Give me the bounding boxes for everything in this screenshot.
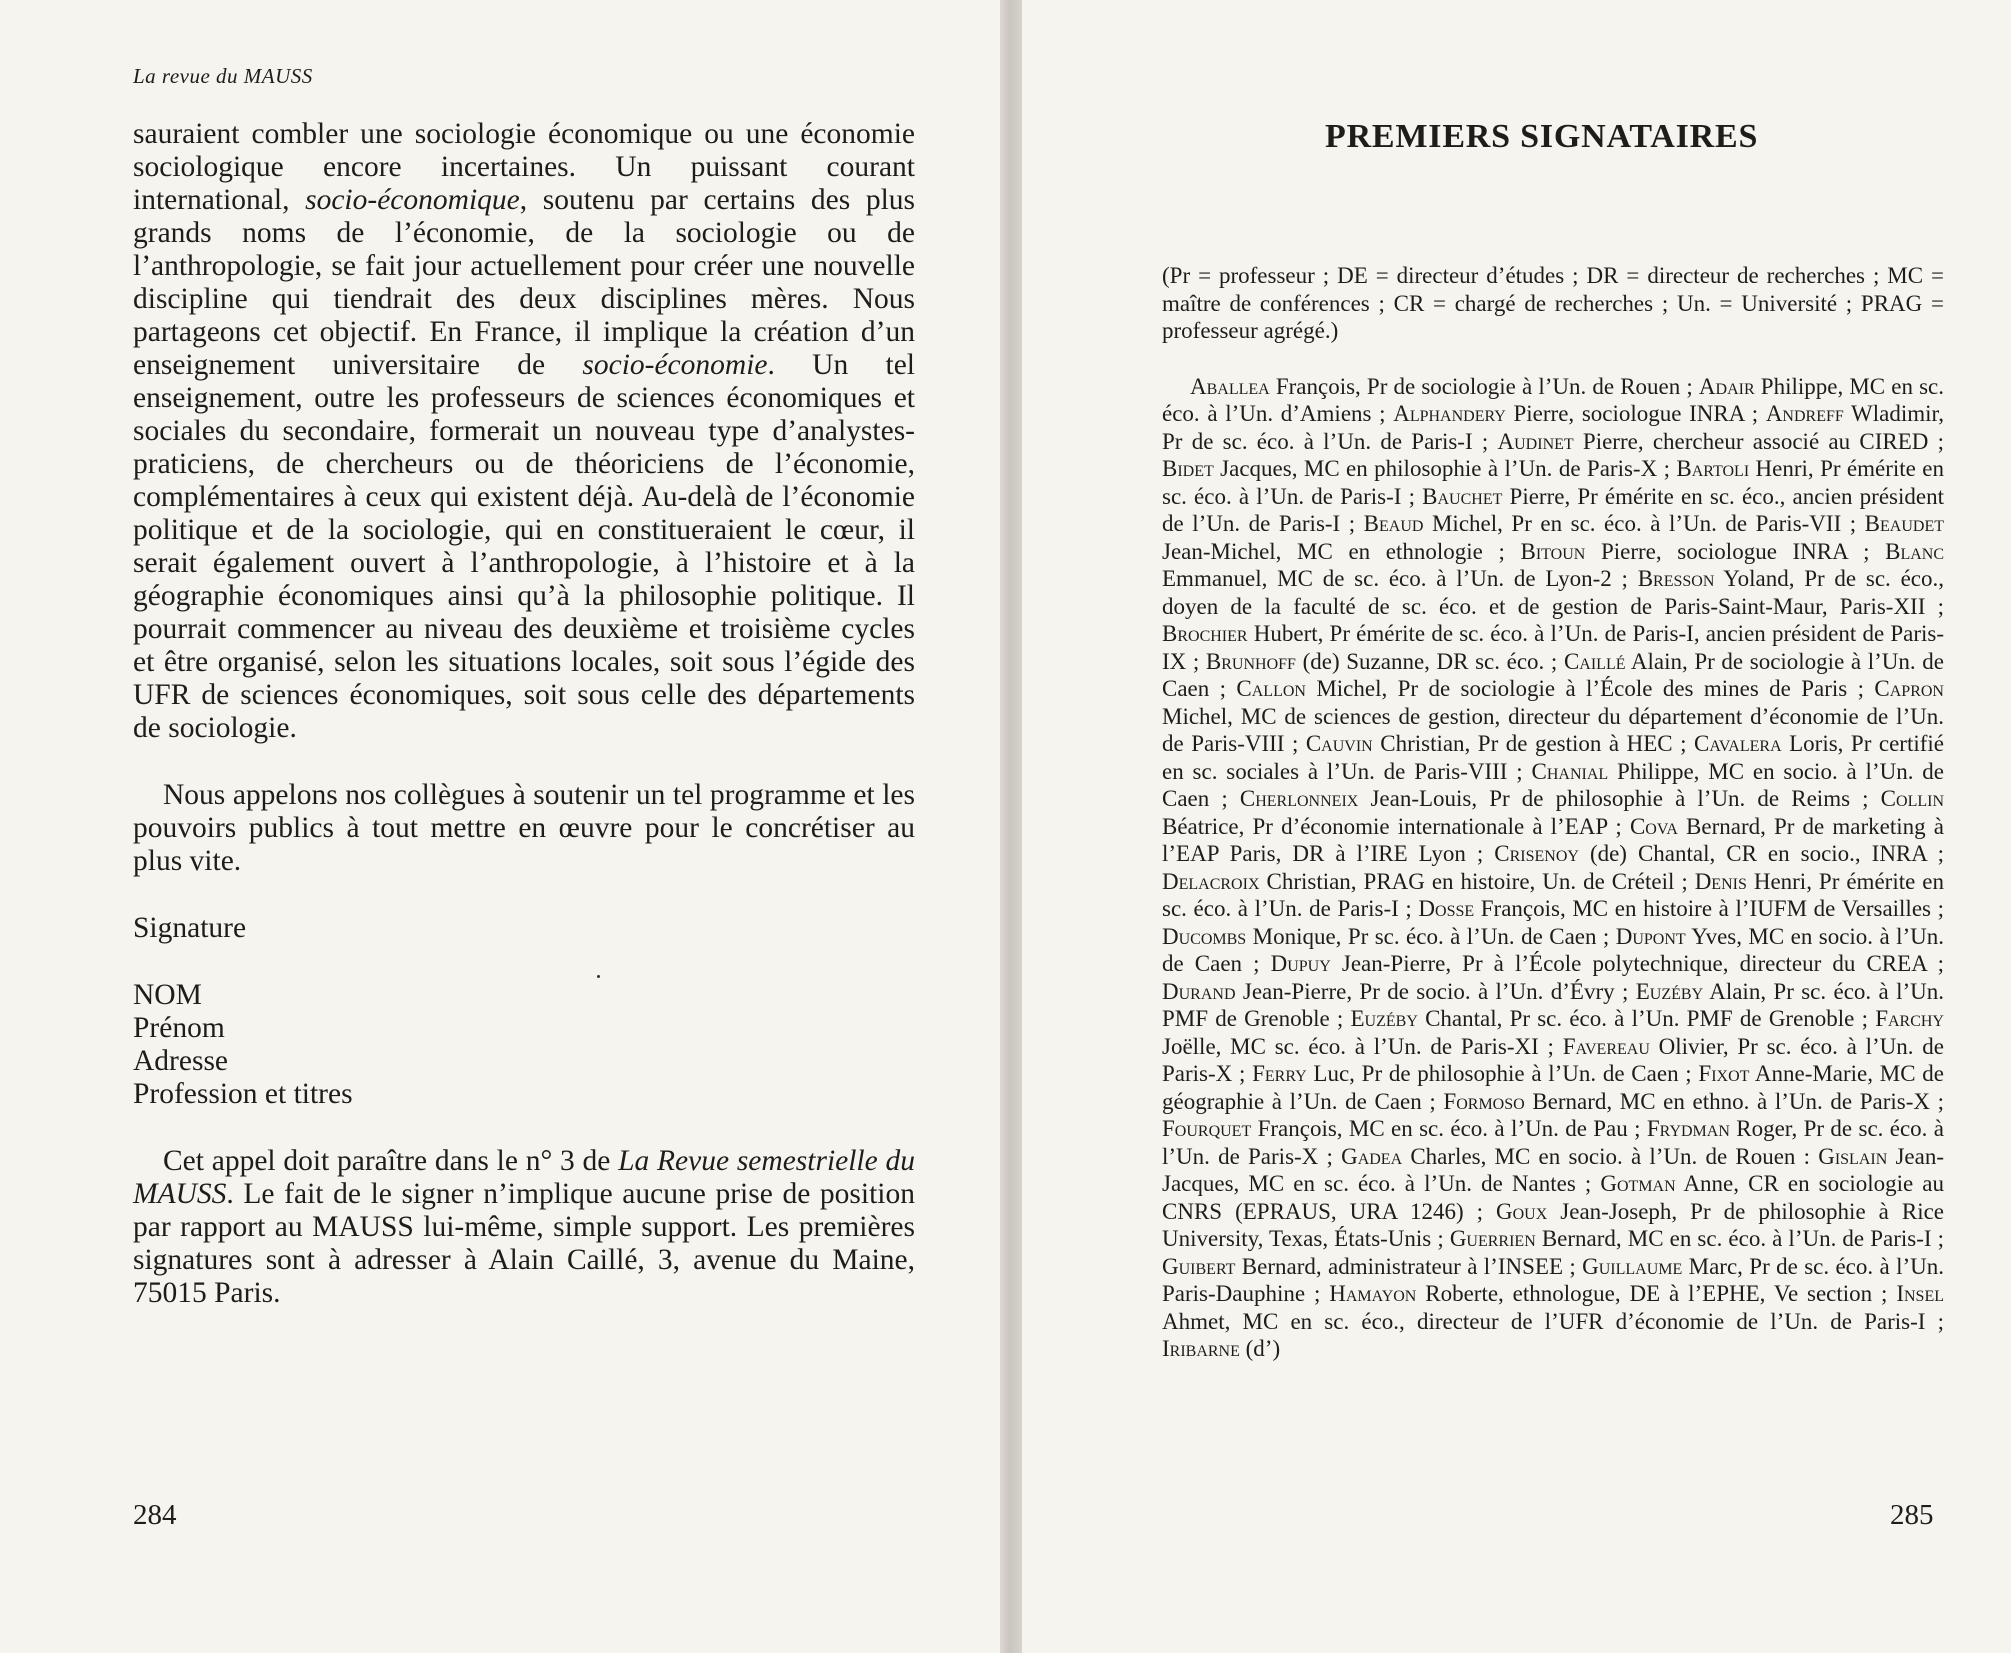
signer-details: Jean-Louis, Pr de philosophie à l’Un. de Reims ; (1358, 786, 1881, 811)
signer-details: Bernard, Pr de marketing à l’EAP Paris, DR à l’IRE Lyon ; (1162, 813, 1944, 866)
text-run: . Le fait de le signer n’implique aucune prise de position par rapport au MAUSS lui-même, simple support. Les premières signatures sont à adresser à Alain Caillé, 3, avenue du Maine, 75015 Paris. (133, 1178, 915, 1309)
signer-details: Luc, Pr de philosophie à l’Un. de Caen ; (1306, 1061, 1699, 1086)
signer-surname: Capron (1874, 676, 1944, 701)
signer-surname: Gotman (1600, 1171, 1676, 1196)
signer-details: Anne, CR en sociologie au CNRS (EPRAUS, URA 1246) ; (1162, 1171, 1945, 1224)
page-number-left: 284 (133, 1499, 177, 1531)
signer-details: (d’) (1239, 1336, 1281, 1361)
signer-surname: Guillaume (1582, 1253, 1683, 1279)
signatories-list (1162, 373, 1944, 1363)
signer-details: Pierre, chercheur associé au CIRED ; (1573, 428, 1944, 454)
form-field-adresse: Adresse (133, 1045, 229, 1077)
signer-surname: Beaud (1363, 511, 1424, 536)
signer-details: Christian, PRAG en histoire, Un. de Créteil ; (1259, 868, 1695, 894)
signer-surname: Chanial (1531, 758, 1609, 784)
signer-details: Jean-Pierre, Pr à l’École polytechnique, directeur du CREA ; (1330, 951, 1945, 976)
text-run: , soutenu par certains des plus grands noms de l’économie, de la sociologie ou de l’anthropologie, se fait jour actuellement pour créer une nouvelle discipline qui tiendrait des deux disciplines mères. Nous partageons cet objectif. En France, il implique la création d’un enseignement universitaire de (133, 184, 915, 381)
signer-details: Philippe, MC en socio. à l’Un. de Caen ; (1162, 758, 1945, 811)
signer-surname: Brunhoff (1205, 648, 1296, 674)
form-field-nom: NOM (133, 979, 202, 1011)
signer-details: Olivier, Pr sc. éco. à l’Un. de Paris-X ; (1162, 1033, 1944, 1086)
signer-surname: Cavalera (1693, 731, 1782, 756)
signer-surname: Brochier (1162, 621, 1248, 646)
signer-surname: Bresson (1637, 566, 1715, 591)
signer-details: Wladimir, Pr de sc. éco. à l’Un. de Paris-I ; (1162, 401, 1944, 454)
signer-details: Anne-Marie, MC de géographie à l’Un. de Caen ; (1162, 1061, 1944, 1114)
signer-details: Bernard, MC en sc. éco. à l’Un. de Paris-I ; (1535, 1226, 1944, 1251)
signer-details: Charles, MC en socio. à l’Un. de Rouen : (1402, 1143, 1819, 1169)
signer-surname: Collin (1880, 786, 1944, 811)
left-page (0, 0, 1000, 1653)
signer-details: Pierre, sociologue INRA ; (1585, 538, 1886, 564)
signer-surname: Caillé (1563, 648, 1626, 674)
signer-details: Béatrice, Pr d’économie internationale à l’EAP ; (1162, 813, 1630, 839)
signer-surname: Frydman (1646, 1116, 1730, 1141)
paragraph-3 (133, 1145, 915, 1310)
signer-surname: Crisenoy (1494, 841, 1579, 866)
text-run: Cet appel doit paraître dans le n° 3 de (163, 1145, 619, 1177)
signer-details: Jean-Jacques, MC en sc. éco. à l’Un. de Nantes ; (1162, 1143, 1944, 1196)
signer-details: Philippe, MC en sc. éco. à l’Un. d’Amiens ; (1162, 373, 1944, 426)
text-run: sauraient combler une sociologie économique ou une économie sociologique encore incertaines. Un puissant courant international, (133, 118, 915, 216)
signature-label: Signature (133, 912, 247, 944)
signer-details: Christian, Pr de gestion à HEC ; (1372, 731, 1694, 756)
signer-surname: Formoso (1443, 1088, 1525, 1114)
print-speck (597, 975, 600, 978)
signer-surname: Gadea (1341, 1143, 1403, 1169)
abbreviation-legend: (Pr = professeur ; DE = directeur d’études ; DR = directeur de recherches ; MC = maître de conférences ; CR = chargé de recherches ; Un. = Université ; PRAG = professeur agrégé.) (1162, 263, 1944, 343)
signer-surname: Fixot (1698, 1061, 1750, 1086)
signer-details: Roger, Pr de sc. éco. à l’Un. de Paris-X ; (1162, 1116, 1944, 1169)
signer-surname: Gislain (1818, 1143, 1888, 1169)
signer-surname: Bitoun (1520, 538, 1586, 564)
signer-surname: Audinet (1497, 428, 1574, 454)
signer-details: Roberte, ethnologue, DE à l’EPHE, Ve section ; (1416, 1281, 1897, 1306)
signer-surname: Alphandery (1393, 401, 1506, 426)
italic-title: La Revue semestrielle du MAUSS (133, 1145, 915, 1210)
signer-details: François, MC en histoire à l’IUFM de Versailles ; (1474, 896, 1944, 921)
signer-surname: Bidet (1162, 456, 1214, 481)
signer-details: Michel, Pr en sc. éco. à l’Un. de Paris-VII ; (1423, 511, 1865, 536)
signer-details: Ahmet, MC en sc. éco., directeur de l’UFR d’économie de l’Un. de Paris-I ; (1162, 1308, 1944, 1334)
signer-surname: Blanc (1885, 538, 1945, 564)
signer-details: Jacques, MC en philosophie à l’Un. de Paris-X ; (1213, 456, 1677, 481)
signer-details: Loris, Pr certifié en sc. sociales à l’Un. de Paris-VIII ; (1162, 731, 1944, 784)
signer-surname: Guerrien (1449, 1226, 1536, 1251)
signer-surname: Euzéby (1350, 1006, 1418, 1031)
signer-details: Hubert, Pr émérite de sc. éco. à l’Un. de Paris-I, ancien président de Paris-IX ; (1162, 621, 1944, 674)
signer-surname: Hamayon (1329, 1281, 1417, 1306)
signer-details: Bernard, administrateur à l’INSEE ; (1235, 1253, 1583, 1279)
paragraph-1 (133, 118, 915, 745)
running-head: La revue du MAUSS (133, 64, 313, 88)
form-field-prenom: Prénom (133, 1012, 225, 1044)
signer-surname: Durand (1162, 978, 1236, 1004)
signer-surname: Euzéby (1635, 978, 1704, 1004)
signer-surname: Beaudet (1864, 511, 1944, 536)
signer-surname: Farchy (1875, 1006, 1944, 1031)
paragraph-2: Nous appelons nos collègues à soutenir un tel programme et les pouvoirs publics à tout mettre en œuvre pour le concrétiser au plus vite. (133, 779, 915, 877)
signer-details: François, MC en sc. éco. à l’Un. de Pau ; (1251, 1116, 1647, 1141)
signer-surname: Iribarne (1162, 1336, 1240, 1361)
signer-details: Marc, Pr de sc. éco. à l’Un. Paris-Dauphine ; (1162, 1253, 1944, 1306)
signer-surname: Favereau (1562, 1033, 1650, 1059)
signer-details: Alain, Pr de sociologie à l’Un. de Caen ; (1162, 648, 1944, 701)
signer-details: (de) Chantal, CR en socio., INRA ; (1578, 841, 1944, 866)
signer-surname: Ducombs (1162, 923, 1247, 949)
signer-surname: Dupuy (1270, 951, 1331, 976)
signer-surname: Aballea (1190, 373, 1270, 399)
signer-details: (de) Suzanne, DR sc. éco. ; (1295, 648, 1564, 674)
signer-surname: Goux (1496, 1198, 1548, 1224)
signer-details: Alain, Pr sc. éco. à l’Un. PMF de Grenoble ; (1162, 978, 1944, 1031)
page-number-right: 285 (1890, 1499, 1934, 1531)
signer-details: Henri, Pr émérite en sc. éco. à l’Un. de Paris-I ; (1162, 456, 1944, 509)
signer-surname: Delacroix (1162, 868, 1260, 894)
signer-details: Jean-Joseph, Pr de philosophie à Rice University, Texas, États-Unis ; (1162, 1198, 1945, 1251)
signer-details: Pierre, Pr émérite en sc. éco., ancien président de l’Un. de Paris-I ; (1162, 483, 1944, 536)
signer-surname: Insel (1896, 1281, 1944, 1306)
signer-details: Jean-Pierre, Pr de socio. à l’Un. d’Évry ; (1235, 978, 1636, 1004)
signer-surname: Fourquet (1162, 1116, 1252, 1141)
left-body (133, 118, 915, 1310)
signer-surname: Callon (1236, 676, 1306, 701)
signer-surname: Andreff (1765, 401, 1844, 426)
signer-details: Michel, Pr de sociologie à l’École des mines de Paris ; (1305, 676, 1875, 701)
signer-details: Michel, MC de sciences de gestion, directeur du département d’économie de l’Un. de Paris-VIII ; (1162, 703, 1944, 756)
form-field-profession: Profession et titres (133, 1078, 353, 1110)
signer-details: Jean-Michel, MC en ethnologie ; (1162, 538, 1521, 564)
signer-surname: Dupont (1615, 923, 1686, 949)
signer-details: Pierre, sociologue INRA ; (1505, 401, 1766, 426)
signer-surname: Cherlonneix (1239, 786, 1359, 811)
text-run: . Un tel enseignement, outre les professeurs de sciences économiques et sociales du secondaire, formerait un nouveau type d’analystes-praticiens, de chercheurs ou de théoriciens de l’économie, complémentaires à ceux qui existent déjà. Au-delà de l’économie politique et de la sociologie, qui en constitueraient le cœur, il serait également ouvert à l’anthropologie, à l’histoire et à la géographie économiques ainsi qu’à la philosophie politique. Il pourrait commencer au niveau des deuxième et troisième cycles et être organisé, selon les situations locales, soit sous l’égide des UFR de sciences économiques, soit sous celle des départements de sociologie. (133, 349, 916, 744)
signer-surname: Bauchet (1422, 483, 1503, 509)
signer-surname: Bartoli (1676, 456, 1750, 481)
right-body (1162, 262, 1944, 1363)
signer-details: Henri, Pr émérite en sc. éco. à l’Un. de Paris-I ; (1162, 868, 1944, 921)
signer-surname: Dosse (1418, 896, 1475, 921)
signer-surname: Guibert (1162, 1253, 1236, 1279)
signer-surname: Adair (1698, 373, 1755, 399)
signer-surname: Denis (1694, 868, 1747, 894)
italic-term: socio-économique (305, 184, 520, 216)
signer-details: Monique, Pr sc. éco. à l’Un. de Caen ; (1246, 923, 1616, 949)
italic-term: socio-économie (582, 349, 768, 381)
signer-details: Bernard, MC en ethno. à l’Un. de Paris-X ; (1524, 1088, 1944, 1114)
signer-details: Joëlle, MC sc. éco. à l’Un. de Paris-XI ; (1162, 1033, 1563, 1059)
signer-surname: Ferry (1252, 1061, 1307, 1086)
signer-details: Chantal, Pr sc. éco. à l’Un. PMF de Grenoble ; (1417, 1006, 1876, 1031)
signer-details: Emmanuel, MC de sc. éco. à l’Un. de Lyon-2 ; (1162, 566, 1638, 591)
signer-details: Yoland, Pr de sc. éco., doyen de la faculté de sc. éco. et de gestion de Paris-Saint-Maur, Paris-XII ; (1162, 566, 1944, 619)
signer-details: Yves, MC en socio. à l’Un. de Caen ; (1162, 923, 1944, 976)
section-title: PREMIERS SIGNATAIRES (1325, 118, 1759, 155)
book-gutter (1000, 0, 1022, 1653)
signer-details: François, Pr de sociologie à l’Un. de Rouen ; (1269, 373, 1699, 399)
signer-surname: Cova (1629, 813, 1678, 839)
signer-surname: Cauvin (1305, 731, 1373, 756)
